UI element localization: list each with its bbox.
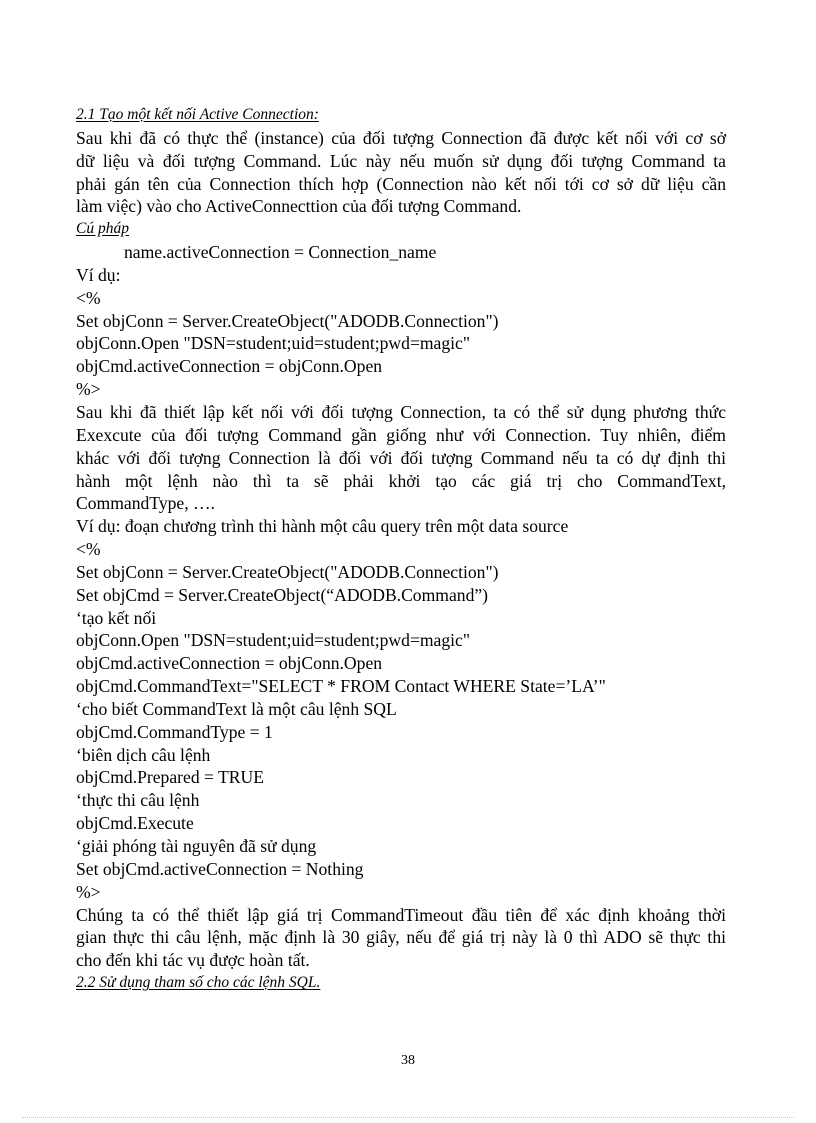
code-line: objCmd.activeConnection = objConn.Open	[76, 653, 383, 674]
code-line: objCmd.activeConnection = objConn.Open	[76, 356, 383, 377]
page-content	[76, 104, 726, 995]
paragraph-line: dữ liệu và đối tượng Command. Lúc này nếu muốn sử dụng đối tượng Command ta	[76, 150, 726, 171]
code-line: %>	[76, 881, 101, 902]
code-line: %>	[76, 379, 101, 400]
explain-paragraph	[76, 401, 726, 515]
syntax-label: Cú pháp	[76, 220, 129, 238]
intro-paragraph	[76, 127, 726, 218]
paragraph-line: hành một lệnh nào thì ta sẽ phải khởi tạo các giá trị cho CommandText,	[76, 470, 726, 491]
paragraph-line: Sau khi đã có thực thể (instance) của đối tượng Connection đã được kết nối với cơ sở	[76, 127, 726, 148]
code-line: objConn.Open "DSN=student;uid=student;pwd=magic"	[76, 333, 471, 354]
code-line: ‘tạo kết nối	[76, 607, 157, 628]
section-heading-2-2: 2.2 Sử dụng tham số cho các lệnh SQL.	[76, 974, 321, 992]
code-line: Set objConn = Server.CreateObject("ADODB.Connection")	[76, 310, 499, 331]
paragraph-line: Exexcute của đối tượng Command gần giống như với Connection. Tuy nhiên, điểm	[76, 424, 726, 445]
code-line: objCmd.CommandText="SELECT * FROM Contact WHERE State=’LA’"	[76, 676, 606, 697]
section-heading-2-1: 2.1 Tạo một kết nối Active Connection:	[76, 106, 319, 123]
paragraph-line: Sau khi đã thiết lập kết nối với đối tượng Connection, ta có thể sử dụng phương thức	[76, 401, 726, 422]
example2-label: Ví dụ: đoạn chương trình thi hành một câu query trên một data source	[76, 516, 569, 537]
example2-code-block	[76, 538, 726, 904]
paragraph-line: CommandType, ….	[76, 493, 216, 514]
code-line: objCmd.CommandType = 1	[76, 721, 273, 742]
paragraph-line: khác với đối tượng Connection là đối với đối tượng Command nếu ta có dự định thi	[76, 447, 726, 468]
code-line: Set objCmd = Server.CreateObject(“ADODB.Command”)	[76, 584, 489, 605]
paragraph-line: làm việc) vào cho ActiveConnecttion của đối tượng Command.	[76, 196, 522, 217]
code-line: ‘cho biết CommandText là một câu lệnh SQL	[76, 698, 397, 719]
paragraph-line: Chúng ta có thể thiết lập giá trị CommandTimeout đầu tiên để xác định khoảng thời	[76, 904, 726, 925]
code-line: objCmd.Execute	[76, 813, 194, 834]
code-line: Set objCmd.activeConnection = Nothing	[76, 858, 364, 879]
syntax-line: name.activeConnection = Connection_name	[124, 242, 437, 263]
example-label: Ví dụ:	[76, 264, 121, 285]
paragraph-line: cho đến khi tác vụ được hoàn tất.	[76, 950, 310, 971]
code-line: <%	[76, 287, 101, 308]
paragraph-line: gian thực thi câu lệnh, mặc định là 30 giây, nếu để giá trị này là 0 thì ADO sẽ thực thi	[76, 927, 726, 948]
closing-paragraph	[76, 904, 726, 973]
code-line: ‘biên dịch câu lệnh	[76, 744, 211, 765]
example-code-block	[76, 287, 726, 401]
page-number: 38	[401, 1053, 415, 1068]
code-line: ‘giải phóng tài nguyên đã sử dụng	[76, 836, 317, 856]
code-line: ‘thực thi câu lệnh	[76, 790, 200, 811]
code-line: objCmd.Prepared = TRUE	[76, 767, 264, 788]
code-line: Set objConn = Server.CreateObject("ADODB.Connection")	[76, 561, 499, 582]
code-line: objConn.Open "DSN=student;uid=student;pwd=magic"	[76, 630, 471, 651]
page-bottom-divider	[22, 1117, 794, 1118]
code-line: <%	[76, 539, 101, 560]
paragraph-line: phải gán tên của Connection thích hợp (Connection nào kết nối tới cơ sở dữ liệu cần	[76, 173, 726, 194]
